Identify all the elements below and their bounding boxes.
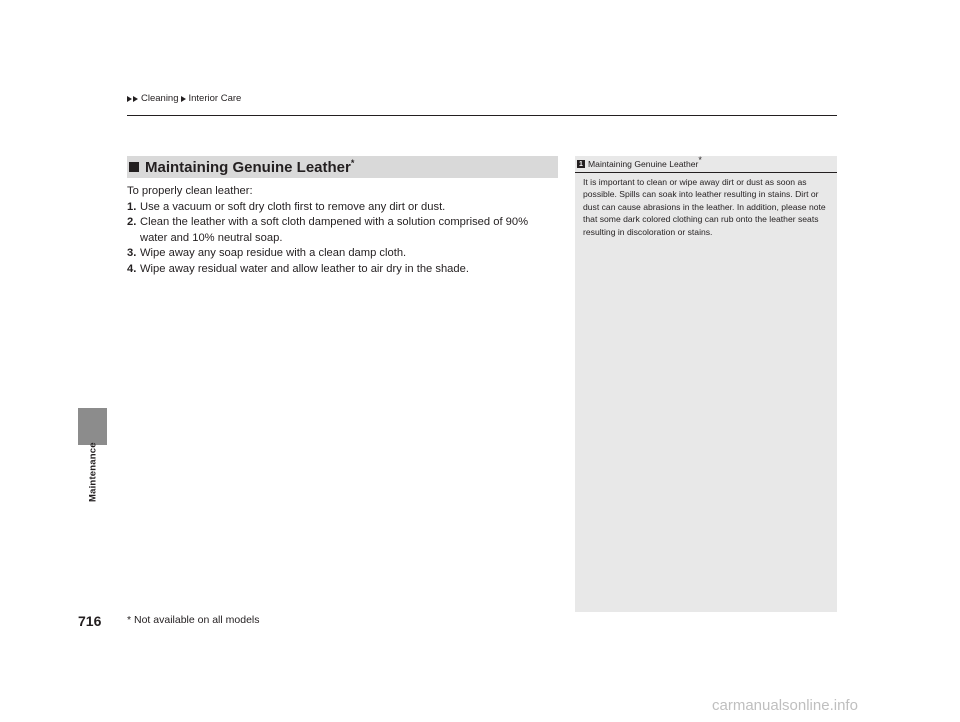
step-text: Clean the leather with a soft cloth dampened with a solution comprised of 90% water and 10% neutral soap. — [140, 216, 529, 244]
section-heading — [127, 156, 558, 178]
step-item — [127, 246, 557, 262]
step-text: Wipe away any soap residue with a clean damp cloth. — [140, 247, 407, 260]
instructions — [127, 184, 557, 278]
step-number: 3. — [127, 247, 137, 260]
availability-marker: * — [350, 157, 355, 168]
breadcrumb — [127, 93, 241, 104]
side-note-text: It is important to clean or wipe away dirt or dust as soon as possible. Spills can soak into leather resulting in stains. Dirt or dust can cause abrasions in the leather. In addition, please note that some dark colored clothing can rub onto the leather seats resulting in discoloration or stains. — [583, 177, 826, 237]
note-reference-icon: 1 — [577, 160, 585, 168]
side-note-header — [575, 156, 837, 173]
step-number: 4. — [127, 262, 137, 275]
side-note-title: Maintaining Genuine Leather* — [588, 155, 702, 169]
step-number: 1. — [127, 200, 137, 213]
breadcrumb-separator-icon — [181, 96, 186, 102]
breadcrumb-item-interior-care[interactable]: Interior Care — [188, 93, 242, 104]
chapter-label: Maintenance — [87, 442, 99, 502]
side-note — [575, 156, 837, 612]
step-item — [127, 262, 557, 278]
step-text: Wipe away residual water and allow leather to air dry in the shade. — [140, 262, 469, 275]
section-title: Maintaining Genuine Leather* — [145, 157, 355, 176]
section-square-icon — [129, 162, 139, 172]
breadcrumb-arrow-icon — [133, 96, 138, 102]
step-item — [127, 215, 557, 246]
instructions-intro: To properly clean leather: — [127, 185, 253, 197]
breadcrumb-item-cleaning[interactable]: Cleaning — [141, 93, 179, 104]
step-number: 2. — [127, 216, 137, 229]
step-text: Use a vacuum or soft dry cloth first to remove any dirt or dust. — [140, 200, 446, 213]
watermark[interactable]: carmanualsonline.info — [712, 697, 858, 714]
header-rule — [127, 115, 837, 116]
footnote: * Not available on all models — [127, 614, 260, 626]
availability-marker: * — [698, 155, 702, 166]
breadcrumb-arrow-icon — [127, 96, 132, 102]
page-number: 716 — [78, 613, 102, 629]
step-item — [127, 200, 557, 216]
